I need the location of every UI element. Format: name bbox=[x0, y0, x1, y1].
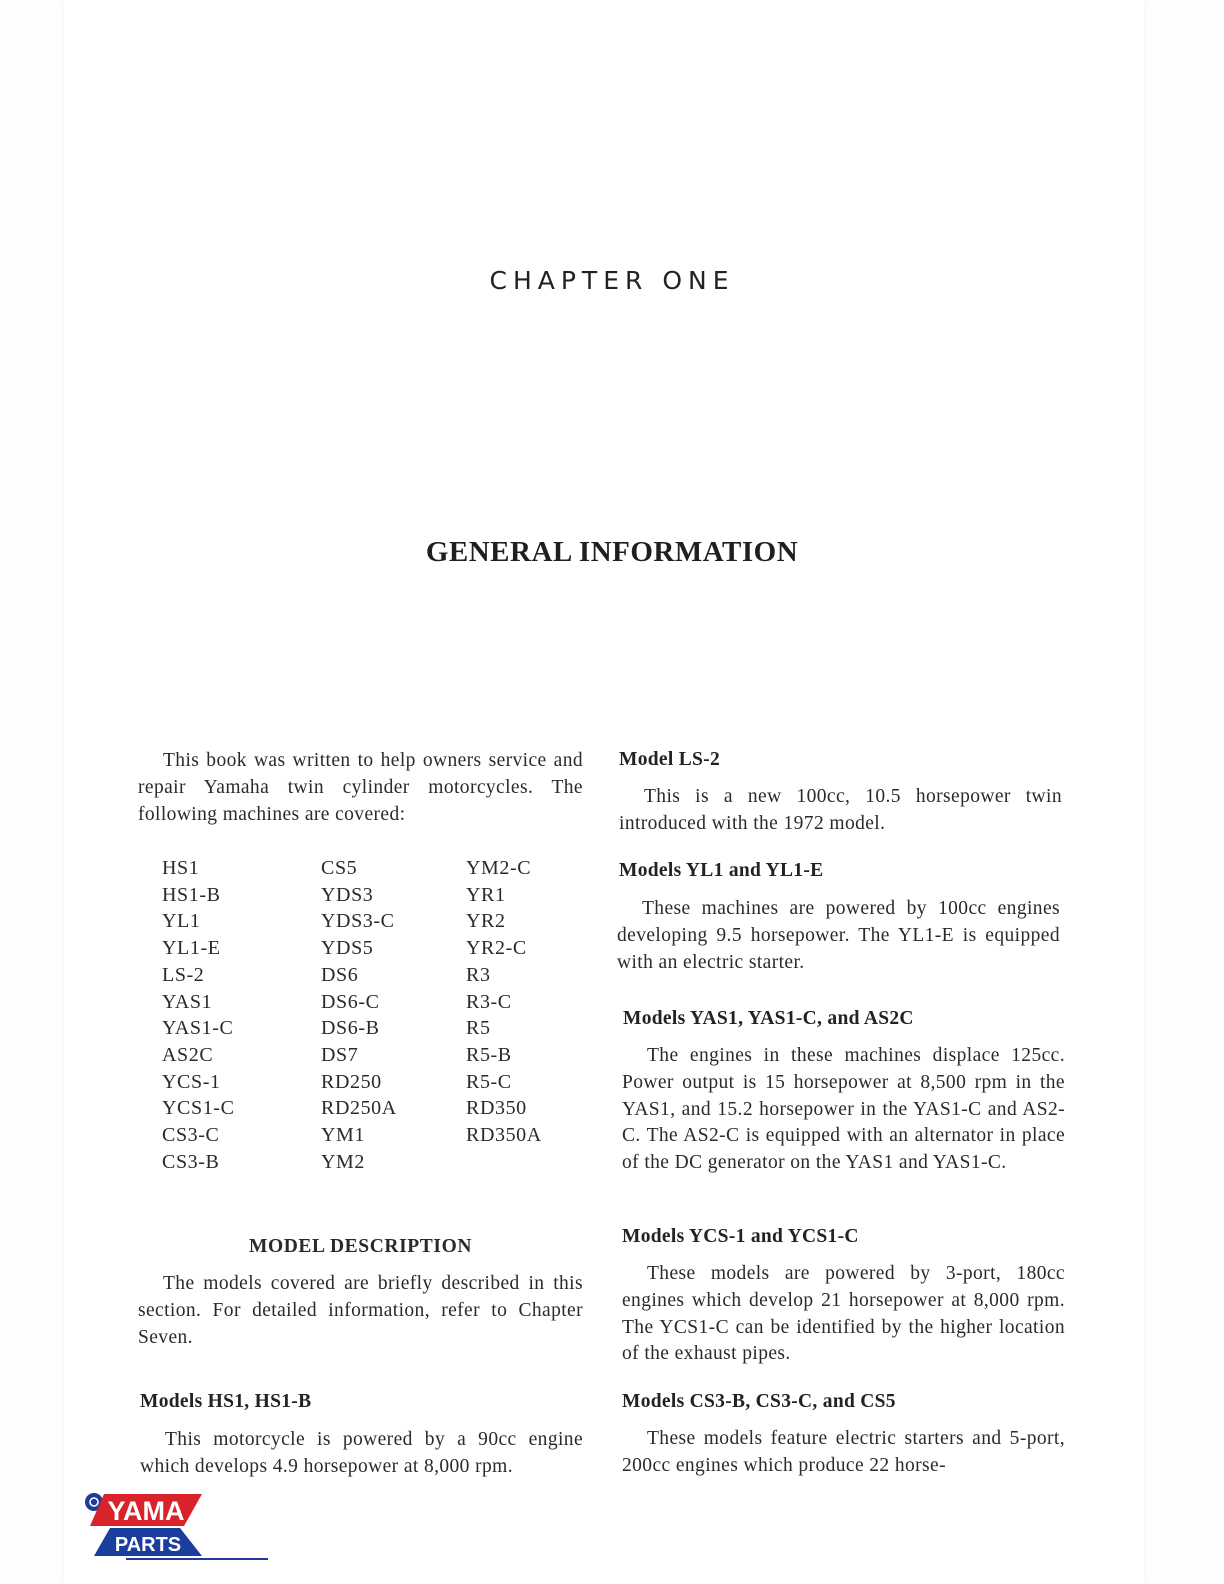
section-heading-yl1: Models YL1 and YL1-E bbox=[619, 860, 824, 881]
list-item: R5 bbox=[466, 1017, 491, 1040]
section-heading-ycs1: Models YCS-1 and YCS1-C bbox=[622, 1226, 859, 1247]
list-item: DS6 bbox=[321, 963, 359, 986]
section-heading-ls2: Model LS-2 bbox=[619, 749, 721, 770]
list-item: CS3-C bbox=[162, 1124, 220, 1147]
section-text-ycs1: These models are powered by 3-port, 180cc engines which develop 21 horsepower at 8,000 rpm. The YCS1-C can be identified by the higher location of the exhaust pipes. bbox=[622, 1263, 1065, 1365]
list-item: RD250A bbox=[321, 1097, 397, 1120]
list-item: R3 bbox=[466, 963, 491, 986]
list-item: YAS1-C bbox=[162, 1017, 234, 1040]
list-item: CS3-B bbox=[162, 1150, 220, 1173]
list-item: DS6-C bbox=[321, 990, 380, 1013]
logo-text-parts: PARTS bbox=[114, 1534, 182, 1556]
list-item: YR2 bbox=[466, 910, 506, 933]
model-description-text: The models covered are briefly described in this section. For detailed information, refer to Chapter Seven. bbox=[138, 1273, 583, 1348]
list-item: RD350A bbox=[466, 1124, 542, 1147]
logo-text-yama: YAMA bbox=[107, 1496, 185, 1526]
list-item: CS5 bbox=[321, 857, 358, 879]
intro-paragraph: This book was written to help owners service and repair Yamaha twin cylinder motorcycles. The following machines are covered: bbox=[138, 750, 583, 825]
list-item: YL1-E bbox=[162, 937, 221, 960]
list-item: YM2-C bbox=[466, 857, 532, 879]
list-item: YR2-C bbox=[466, 937, 527, 960]
list-item: YM1 bbox=[321, 1124, 366, 1147]
section-heading-cs3: Models CS3-B, CS3-C, and CS5 bbox=[622, 1391, 896, 1412]
list-item: YM2 bbox=[321, 1150, 366, 1173]
list-item: DS6-B bbox=[321, 1017, 380, 1040]
yamaparts-logo bbox=[84, 1490, 274, 1566]
list-item: YDS5 bbox=[321, 937, 374, 960]
section-heading-yas1: Models YAS1, YAS1-C, and AS2C bbox=[623, 1008, 914, 1029]
list-item: R3-C bbox=[466, 990, 512, 1013]
section-text-cs3: These models feature electric starters and 5-port, 200cc engines which produce 22 horse- bbox=[622, 1428, 1065, 1476]
logo-underline bbox=[126, 1558, 268, 1560]
list-item: HS1-B bbox=[162, 883, 221, 906]
model-description-heading: MODEL DESCRIPTION bbox=[248, 1236, 473, 1257]
section-heading-hs1: Models HS1, HS1-B bbox=[140, 1391, 312, 1412]
model-list-col1 bbox=[162, 855, 235, 1175]
model-list-col3 bbox=[466, 855, 542, 1149]
list-item: YR1 bbox=[466, 883, 506, 906]
list-item: YCS-1 bbox=[162, 1070, 221, 1093]
list-item: R5-C bbox=[466, 1070, 512, 1093]
list-item: YL1 bbox=[162, 910, 201, 933]
model-list-col2 bbox=[321, 855, 397, 1175]
list-item: HS1 bbox=[162, 857, 200, 879]
section-text-yl1: These machines are powered by 100cc engines developing 9.5 horsepower. The YL1-E is equipped with an electric starter. bbox=[617, 898, 1060, 973]
section-text-hs1: This motorcycle is powered by a 90cc engine which develops 4.9 horsepower at 8,000 rpm. bbox=[140, 1429, 583, 1477]
list-item: R5-B bbox=[466, 1043, 512, 1066]
list-item: RD350 bbox=[466, 1097, 527, 1120]
section-text-ls2: This is a new 100cc, 10.5 horsepower twin introduced with the 1972 model. bbox=[619, 786, 1062, 834]
list-item: AS2C bbox=[162, 1043, 214, 1066]
list-item: YCS1-C bbox=[162, 1097, 235, 1120]
list-item: LS-2 bbox=[162, 963, 205, 986]
list-item: YDS3-C bbox=[321, 910, 395, 933]
list-item: RD250 bbox=[321, 1070, 382, 1093]
section-text-yas1: The engines in these machines displace 125cc. Power output is 15 horsepower at 8,500 rpm in the YAS1, and 15.2 horsepower in the YAS1-C and AS2-C. The AS2-C is equipped with an alternator in place of the DC generator on the YAS1 and YAS1-C. bbox=[622, 1045, 1065, 1174]
chapter-heading: CHAPTER ONE bbox=[489, 266, 735, 295]
list-item: YAS1 bbox=[162, 990, 213, 1013]
page-title: GENERAL INFORMATION bbox=[425, 536, 799, 568]
list-item: DS7 bbox=[321, 1043, 359, 1066]
list-item: YDS3 bbox=[321, 883, 374, 906]
